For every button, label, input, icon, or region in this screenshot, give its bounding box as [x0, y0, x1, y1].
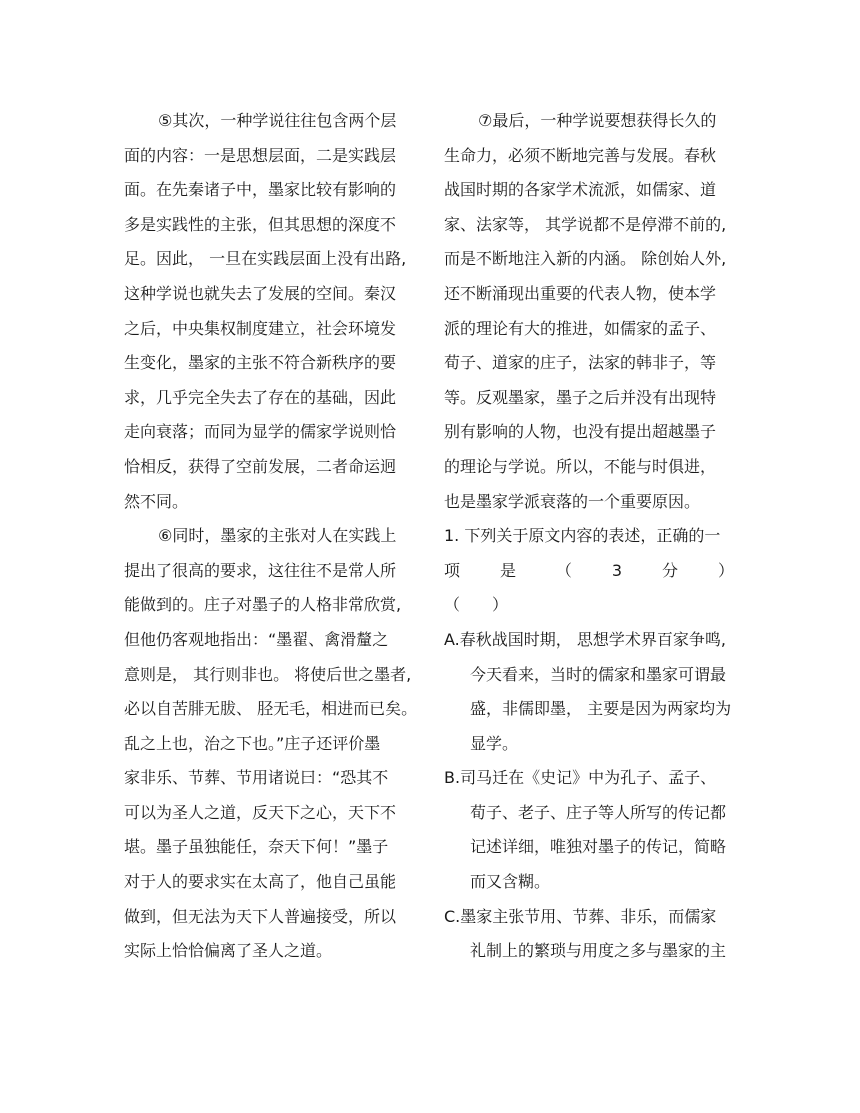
option-c [444, 900, 734, 969]
text-line: 面的内容：一是思想层面，二是实践层 [124, 145, 397, 165]
option-first-line [444, 761, 734, 796]
text-line: 家非乐、节葬、节用诸说曰：“恐其不 [124, 768, 389, 788]
text-line: 能做到的。庄子对墨子的人格非常欣赏, [124, 595, 402, 615]
text-line: 可以为圣人之道，反天下之心，天下不 [124, 802, 397, 822]
text-line: 乱之上也，治之下也。”庄子还评价墨 [124, 733, 381, 753]
left-column [124, 104, 424, 969]
text-line: 生变化，墨家的主张不符合新秩序的要 [124, 353, 397, 373]
question-stem-line-2 [444, 554, 734, 589]
question-1 [444, 519, 734, 969]
stem-char: （ [555, 560, 572, 580]
text-line: ⑦最后，一种学说要想获得长久的 [478, 111, 717, 130]
option-text: 荀子、老子、庄子等人所写的传记都 [470, 802, 727, 822]
text-line: ⑤其次，一种学说往往包含两个层 [158, 111, 397, 130]
option-label: B. [444, 768, 461, 788]
option-first-line [444, 623, 734, 658]
text-line: ⑥同时，墨家的主张对人在实践上 [158, 526, 397, 546]
answer-bracket: （ ） [444, 595, 509, 615]
text-line: 而是不断地注入新的内涵。 除创始人外, [444, 249, 727, 269]
option-text: 盛，非儒即墨， 主要是因为两家均为 [470, 699, 732, 719]
text-line: 实际上恰恰偏离了圣人之道。 [124, 941, 333, 961]
option-text: 而又含糊。 [470, 872, 551, 892]
option-b [444, 761, 734, 899]
text-line: 的理论与学说。所以，不能与时俱进， [444, 456, 717, 476]
paragraph-6 [124, 519, 424, 969]
text-line: 然不同。 [124, 491, 189, 511]
text-line: 家、法家等， 其学说都不是停滞不前的, [444, 214, 727, 234]
paragraph-5 [124, 104, 424, 519]
text-line: 但他仍客观地指出：“墨翟、禽滑釐之 [124, 629, 389, 649]
text-line: 生命力，必须不断地完善与发展。春秋 [444, 145, 717, 165]
option-text: 春秋战国时期， 思想学术界百家争鸣, [459, 629, 726, 649]
option-text: 今天看来，当时的儒家和墨家可谓最 [470, 664, 727, 684]
text-line: 做到，但无法为天下人普遍接受，所以 [124, 906, 397, 926]
stem-char: 是 [499, 560, 516, 580]
question-stem: 1. 下列关于原文内容的表述，正确的一 [444, 526, 721, 546]
option-text: 记述详细，唯独对墨子的传记，简略 [470, 837, 727, 857]
score-value: 3 [611, 560, 623, 580]
text-line: 提出了很高的要求，这往往不是常人所 [124, 560, 397, 580]
option-a [444, 623, 734, 761]
option-text: 司马迁在《史记》中为孔子、孟子、 [460, 768, 717, 788]
text-line: 走向衰落；而同为显学的儒家学说则恰 [124, 422, 397, 442]
text-line: 必以自苦腓无胈、 胫无毛，相进而已矣。 [124, 699, 418, 719]
text-line: 对于人的要求实在太高了，他自己虽能 [124, 872, 397, 892]
text-line: 战国时期的各家学术流派，如儒家、道 [444, 180, 717, 200]
text-line: 堪。墨子虽独能任，奈天下何！”墨子 [124, 837, 389, 857]
option-text: 显学。 [470, 733, 519, 753]
stem-char: 分 [661, 560, 678, 580]
option-first-line [444, 900, 734, 935]
text-line: 求，几乎完全失去了存在的基础，因此 [124, 387, 397, 407]
stem-char: 项 [444, 560, 461, 580]
text-line: 等。反观墨家，墨子之后并没有出现特 [444, 387, 717, 407]
text-line: 恰相反，获得了空前发展，二者命运迥 [124, 456, 397, 476]
right-column [444, 104, 734, 969]
option-text: 墨家主张节用、节葬、非乐，而儒家 [460, 906, 717, 926]
text-line: 之后，中央集权制度建立，社会环境发 [124, 318, 397, 338]
stem-char: ） [717, 560, 734, 580]
text-line: 面。在先秦诸子中，墨家比较有影响的 [124, 180, 397, 200]
text-line: 也是墨家学派衰落的一个重要原因。 [444, 491, 701, 511]
option-label: A. [444, 629, 460, 649]
option-label: C. [444, 906, 461, 926]
text-line: 多是实践性的主张，但其思想的深度不 [124, 214, 397, 234]
text-line: 意则是， 其行则非也。 将使后世之墨者, [124, 664, 412, 684]
paragraph-7 [444, 104, 734, 519]
text-line: 这种学说也就失去了发展的空间。秦汉 [124, 283, 397, 303]
text-line: 别有影响的人物，也没有提出超越墨子 [444, 422, 717, 442]
text-line: 荀子、道家的庄子，法家的韩非子，等 [444, 353, 717, 373]
text-line: 足。因此， 一旦在实践层面上没有出路, [124, 249, 407, 269]
text-line: 还不断涌现出重要的代表人物，使本学 [444, 283, 717, 303]
option-text: 礼制上的繁琐与用度之多与墨家的主 [470, 941, 727, 961]
text-line: 派的理论有大的推进，如儒家的孟子、 [444, 318, 717, 338]
